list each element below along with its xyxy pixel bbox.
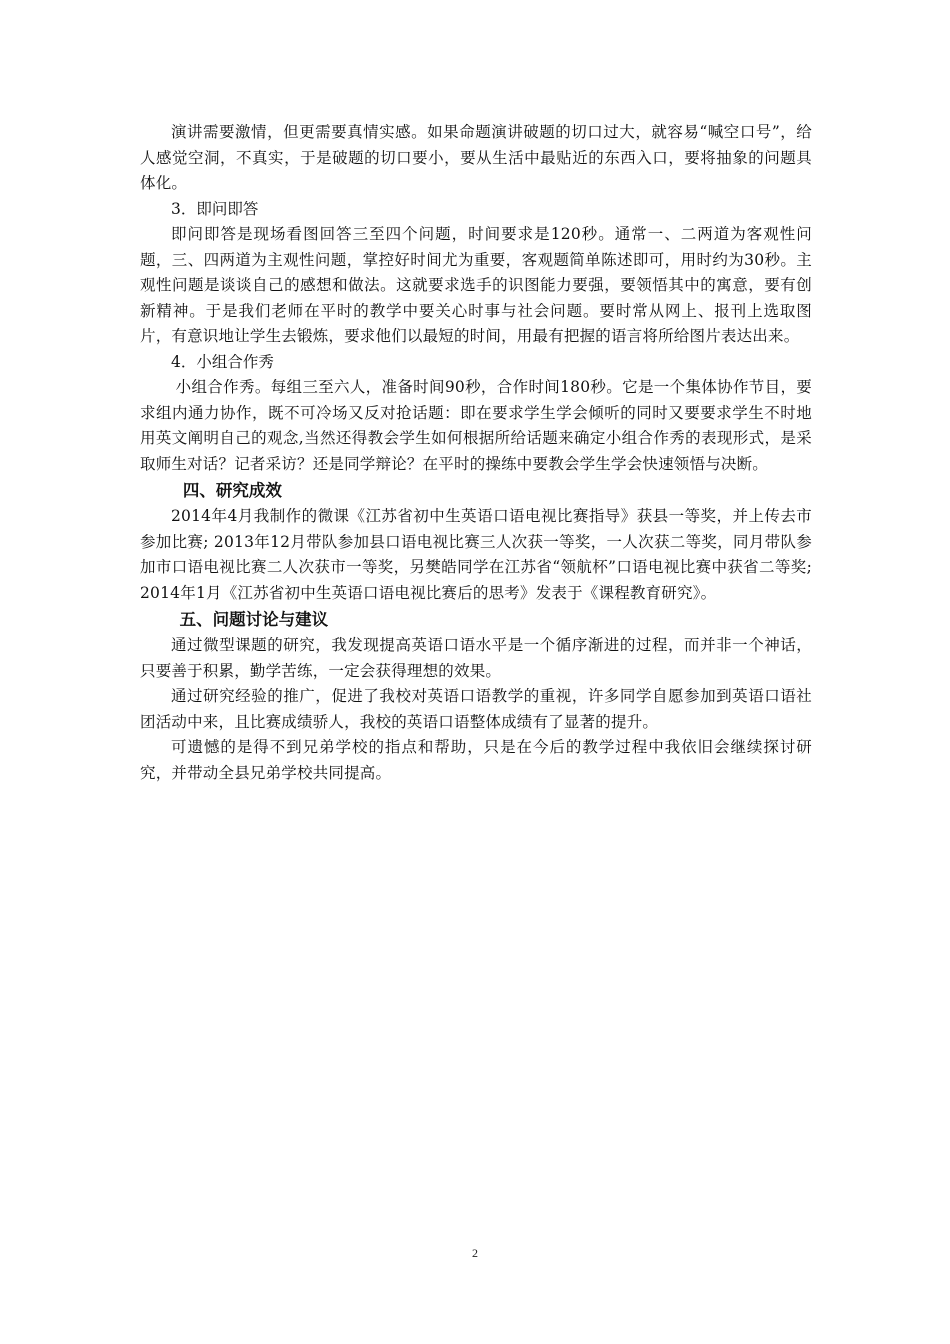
- subheading-quick-answer: 3．即问即答: [171, 199, 259, 218]
- paragraph-speech-emotion: 演讲需要激情，但更需要真情实感。如果命题演讲破题的切口过大，就容易“喊空口号”，给人感觉空洞，不真实，于是破题的切口要小，要从生活中最贴近的东西入口，要将抽象的问题具体化。: [140, 123, 812, 192]
- document-body: [140, 120, 812, 786]
- paragraph-group-show: 小组合作秀。每组三至六人，准备时间90秒，合作时间180秒。它是一个集体协作节目，要求组内通力协作，既不可冷场又反对抢话题：即在要求学生学会倾听的同时又要要求学生不时地用英文阐明自己的观念,当然还得教会学生如何根据所给话题来确定小组合作秀的表现形式，是采取师生对话？记者采访？还是同学辩论？在平时的操练中要教会学生学会快速领悟与决断。: [140, 378, 812, 473]
- section-heading-results: 四、研究成效: [182, 481, 282, 500]
- paragraph-discussion-2: 通过研究经验的推广，促进了我校对英语口语教学的重视，许多同学自愿参加到英语口语社团活动中来，且比赛成绩骄人，我校的英语口语整体成绩有了显著的提升。: [140, 687, 812, 731]
- subheading-group-show: 4．小组合作秀: [171, 352, 274, 371]
- section-heading-discussion: 五、问题讨论与建议: [179, 610, 329, 629]
- page-number: 2: [472, 1246, 478, 1260]
- paragraph-quick-answer: 即问即答是现场看图回答三至四个问题，时间要求是120秒。通常一、二两道为客观性问题，三、四两道为主观性问题，掌控好时间尤为重要，客观题简单陈述即可，用时约为30秒。主观性问题是谈谈自己的感想和做法。这就要求选手的识图能力要强，要领悟其中的寓意，要有创新精神。于是我们老师在平时的教学中要关心时事与社会问题。要时常从网上、报刊上选取图片，有意识地让学生去锻炼，要求他们以最短的时间，用最有把握的语言将所给图片表达出来。: [140, 225, 812, 345]
- paragraph-discussion-3: 可遗憾的是得不到兄弟学校的指点和帮助，只是在今后的教学过程中我依旧会继续探讨研究，并带动全县兄弟学校共同提高。: [140, 738, 812, 782]
- paragraph-results: 2014年4月我制作的微课《江苏省初中生英语口语电视比赛指导》获县一等奖，并上传去市参加比赛; 2013年12月带队参加县口语电视比赛三人次获一等奖，一人次获二等奖，同月带队参加市口语电视比赛二人次获市一等奖，另樊皓同学在江苏省“领航杯”口语电视比赛中获省二等奖; 2014年1月《江苏省初中生英语口语电视比赛后的思考》发表于《课程教育研究》。: [140, 507, 812, 602]
- paragraph-discussion-1: 通过微型课题的研究，我发现提高英语口语水平是一个循序渐进的过程，而并非一个神话，只要善于积累，勤学苦练，一定会获得理想的效果。: [140, 636, 812, 680]
